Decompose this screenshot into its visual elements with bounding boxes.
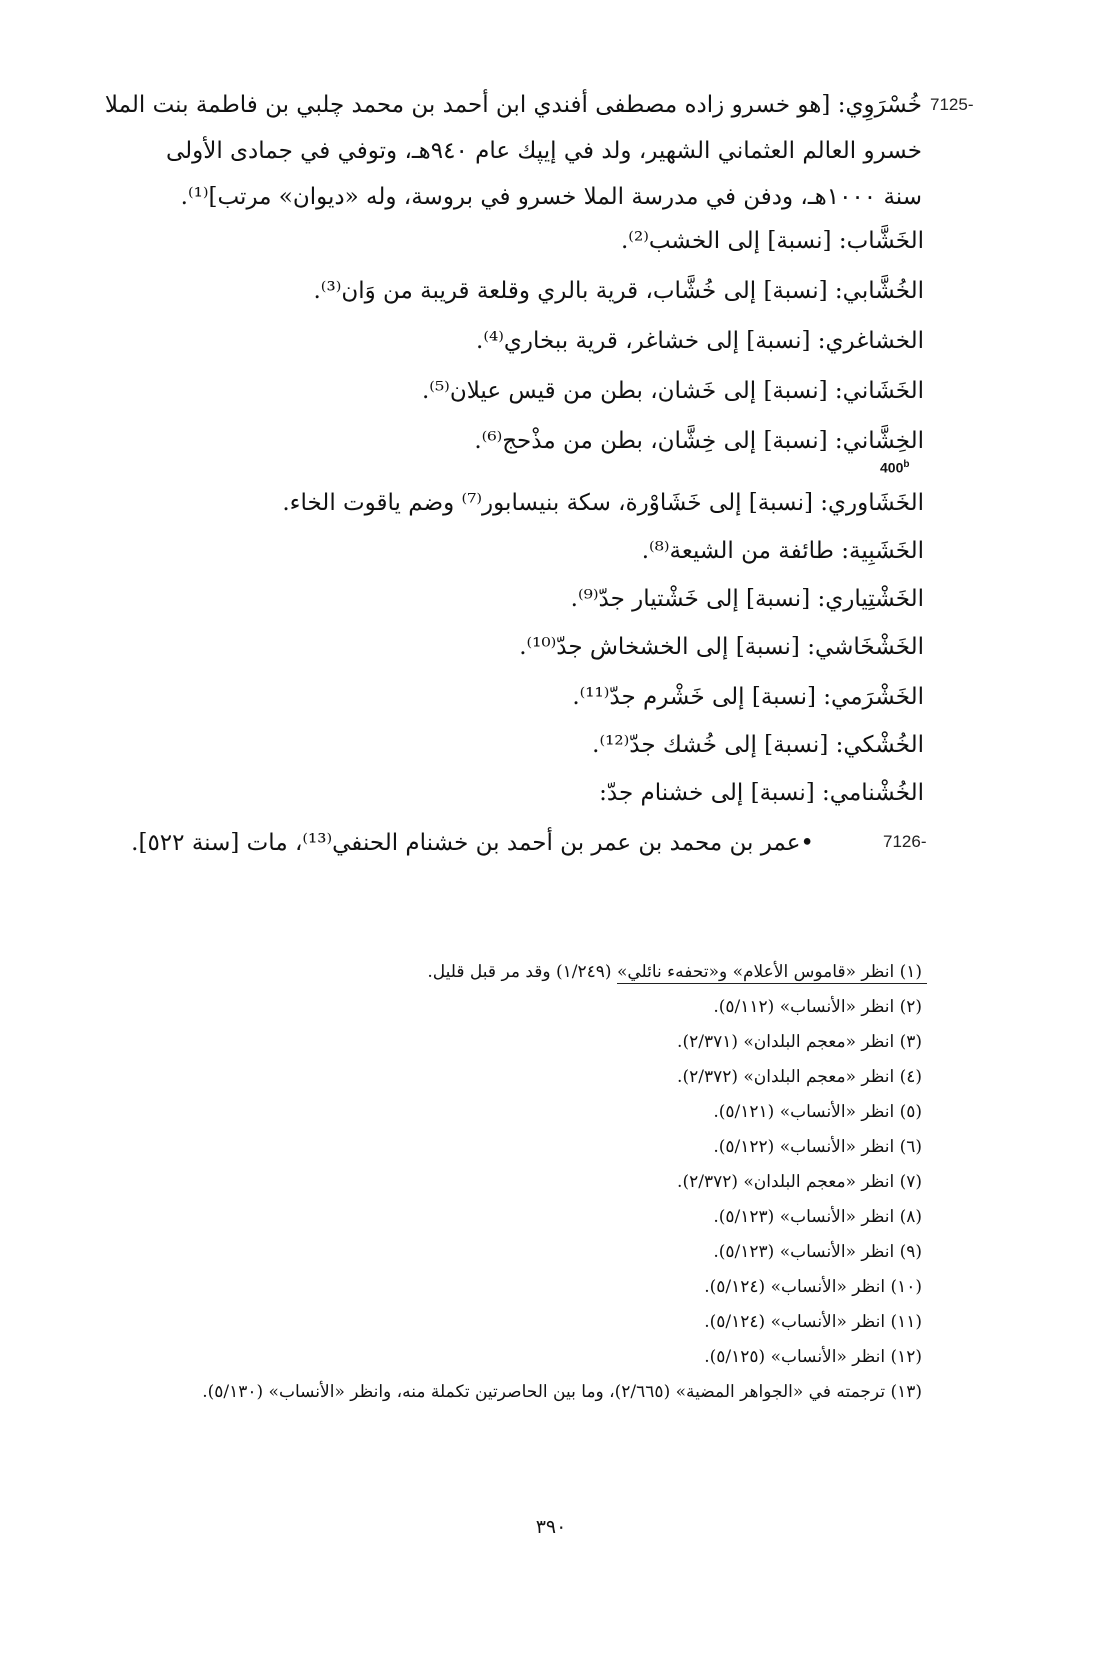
folio-side: b [903,459,910,470]
nisba-line: الخَشْخَاشي: [نسبة] إلى الخشخاش جدّ⁽¹⁰⁾. [519,634,924,660]
footnote: (٤) انظر «معجم البلدان» (٢/٣٧٢). [677,1067,922,1087]
folio-number: 400 [880,459,904,476]
entry-text-line: خسرو العالم العثماني الشهير، ولد في إيپك عام ٩٤٠هـ، وتوفي في جمادى الأولى [165,138,922,164]
nisba-line: الخُشَّابي: [نسبة] إلى خُشَّاب، قرية بالري وقلعة قريبة من وَان⁽³⁾. [313,278,924,304]
entry-text-line: سنة ١٠٠٠هـ، ودفن في مدرسة الملا خسرو في بروسة، وله «ديوان» مرتب]⁽¹⁾. [180,184,922,210]
footnote: (١٠) انظر «الأنساب» (٥/١٢٤). [704,1277,922,1297]
nisba-line: الخُشْكي: [نسبة] إلى خُشك جدّ⁽¹²⁾. [592,732,924,758]
page-number: ٣٩٠ [535,1516,567,1538]
footnote: (٥) انظر «الأنساب» (٥/١٢١). [713,1102,922,1122]
nisba-line: الخَشْرَمي: [نسبة] إلى خَشْرم جدّ⁽¹¹⁾. [572,684,924,710]
footnote: (١٢) انظر «الأنساب» (٥/١٢٥). [704,1347,922,1367]
footnote: (٢) انظر «الأنساب» (٥/١١٢). [713,997,922,1017]
footnote: (٩) انظر «الأنساب» (٥/١٢٣). [713,1242,922,1262]
folio-marker [880,459,909,476]
footnote: (٣) انظر «معجم البلدان» (٢/٣٧١). [677,1032,922,1052]
person-entry-text: •عمر بن محمد بن عمر بن أحمد بن خشنام الحنفي⁽¹³⁾، مات [سنة ٥٢٢]. [131,830,814,856]
footnote: (١) انظر «قاموس الأعلام» و«تحفهء نائلي» (١/٢٤٩) وقد مر قبل قليل. [427,962,922,982]
footnote: (٧) انظر «معجم البلدان» (٢/٣٧٢). [677,1172,922,1192]
nisba-line: الخَشْتِياري: [نسبة] إلى خَشْتيار جدّ⁽⁹⁾. [570,586,924,612]
footnote: (١٣) ترجمته في «الجواهر المضية» (٢/٦٦٥)، وما بين الحاصرتين تكملة منه، وانظر «الأنساب» (٥/١٣٠). [202,1382,922,1402]
footnote: (١١) انظر «الأنساب» (٥/١٢٤). [704,1312,922,1332]
nisba-line: الخِشَّاني: [نسبة] إلى خِشَّان، بطن من مذْحج⁽⁶⁾. [474,428,924,454]
nisba-line: الخَشَاوري: [نسبة] إلى خَشَاوْرة، سكة بنيسابور⁽⁷⁾ وضم ياقوت الخاء. [282,490,924,516]
nisba-line: الخَشَبِية: طائفة من الشيعة⁽⁸⁾. [641,538,924,564]
nisba-line: الخَشَاني: [نسبة] إلى خَشان، بطن من قيس عيلان⁽⁵⁾. [421,378,924,404]
footnote: (٦) انظر «الأنساب» (٥/١٢٢). [713,1137,922,1157]
entry-number: 7126- [883,832,927,851]
nisba-line: الخَشَّاب: [نسبة] إلى الخشب⁽²⁾. [620,228,924,254]
entry-number: 7125- [930,95,974,114]
nisba-line: الخُشْنامي: [نسبة] إلى خشنام جدّ: [599,780,924,806]
footnote: (٨) انظر «الأنساب» (٥/١٢٣). [713,1207,922,1227]
entry-text-line: خُسْرَوِي: [هو خسرو زاده مصطفى أفندي ابن أحمد بن محمد چلبي بن فاطمة بنت الملا [104,92,922,118]
nisba-line: الخشاغري: [نسبة] إلى خشاغر، قرية ببخاري⁽⁴⁾. [476,328,924,354]
